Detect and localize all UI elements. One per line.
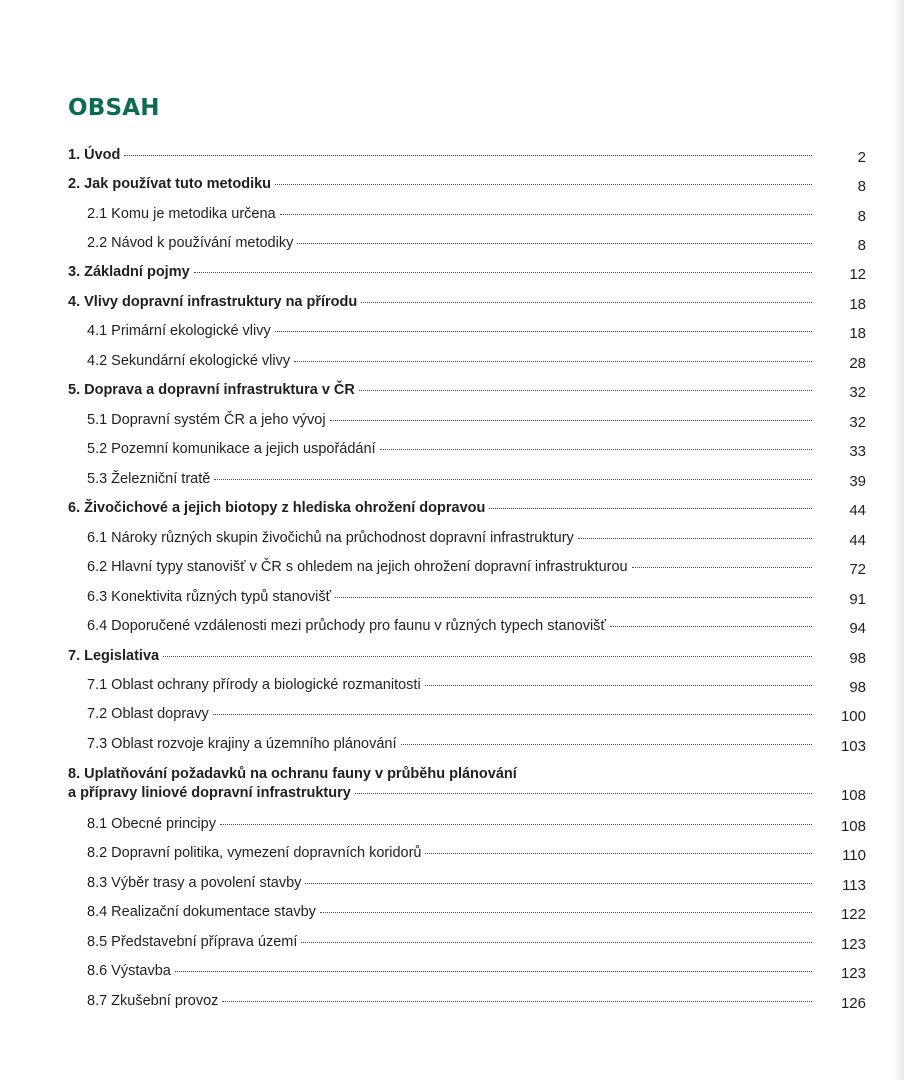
dot-leader bbox=[301, 928, 812, 943]
toc-entry-title: 5.2 Pozemní komunikace a jejich uspořádání bbox=[87, 441, 376, 457]
toc-entry-page: 39 bbox=[849, 473, 866, 490]
toc-entry-5-2[interactable] bbox=[0, 438, 904, 458]
toc-entry-page: 123 bbox=[840, 936, 866, 953]
toc-entry-page: 12 bbox=[849, 266, 866, 283]
toc-entry-title: 6.1 Nároky různých skupin živočichů na průchodnost dopravní infrastruktury bbox=[87, 530, 574, 546]
dot-leader bbox=[380, 435, 812, 450]
toc-entry-title: 8.1 Obecné principy bbox=[87, 816, 216, 832]
toc-entry-page: 108 bbox=[840, 818, 866, 835]
toc-entry-7-2[interactable] bbox=[0, 703, 904, 723]
toc-entry-4-1[interactable] bbox=[0, 320, 904, 340]
toc-entry-8-3[interactable] bbox=[0, 872, 904, 892]
toc-entry-page: 32 bbox=[849, 384, 866, 401]
toc-entry-4[interactable] bbox=[0, 291, 904, 311]
toc-entry-title: 8.4 Realizační dokumentace stavby bbox=[87, 904, 316, 920]
toc-entry-page: 18 bbox=[849, 325, 866, 342]
toc-entry-page: 32 bbox=[849, 414, 866, 431]
toc-entry-1[interactable] bbox=[0, 144, 904, 164]
toc-entry-title: 8.7 Zkušební provoz bbox=[87, 993, 219, 1009]
dot-leader bbox=[214, 465, 812, 480]
toc-entry-8-2[interactable] bbox=[0, 842, 904, 862]
toc-entry-7[interactable] bbox=[0, 645, 904, 665]
dot-leader bbox=[425, 671, 812, 686]
toc-entry-2-1[interactable] bbox=[0, 203, 904, 223]
toc-entry-title: 6. Živočichové a jejich biotopy z hlediska ohrožení dopravou bbox=[68, 500, 486, 516]
dot-leader bbox=[361, 288, 812, 303]
toc-entry-title: 4.2 Sekundární ekologické vlivy bbox=[87, 353, 291, 369]
toc-entry-page: 2 bbox=[857, 149, 866, 166]
toc-entry-page: 110 bbox=[842, 847, 866, 864]
toc-entry-8-7[interactable] bbox=[0, 990, 904, 1010]
toc-entry-title: 4.1 Primární ekologické vlivy bbox=[87, 323, 271, 339]
toc-entry-5[interactable] bbox=[0, 379, 904, 399]
toc-entry-2[interactable] bbox=[0, 173, 904, 193]
dot-leader bbox=[330, 406, 812, 421]
toc-entry-8-4[interactable] bbox=[0, 901, 904, 921]
dot-leader bbox=[297, 229, 812, 244]
toc-entry-title: 1. Úvod bbox=[68, 147, 121, 163]
toc-entry-8-1[interactable] bbox=[0, 813, 904, 833]
toc-entry-title: 5.3 Železniční tratě bbox=[87, 471, 211, 487]
dot-leader bbox=[355, 779, 812, 794]
toc-entry-5-1[interactable] bbox=[0, 409, 904, 429]
dot-leader bbox=[124, 141, 812, 156]
toc-entry-page: 94 bbox=[849, 620, 866, 637]
dot-leader bbox=[175, 957, 812, 972]
toc-entry-title: 6.4 Doporučené vzdálenosti mezi průchody pro faunu v různých typech stanovišť bbox=[87, 618, 606, 634]
toc-entry-title: 3. Základní pojmy bbox=[68, 264, 190, 280]
dot-leader bbox=[294, 347, 812, 362]
toc-entry-7-1[interactable] bbox=[0, 674, 904, 694]
toc-entry-page: 103 bbox=[840, 738, 866, 755]
toc-entry-title: 8.3 Výběr trasy a povolení stavby bbox=[87, 875, 302, 891]
toc-entry-title: 8.2 Dopravní politika, vymezení dopravních koridorů bbox=[87, 845, 422, 861]
toc-entry-page: 113 bbox=[842, 877, 866, 894]
dot-leader bbox=[578, 524, 812, 539]
toc-entry-title: 5. Doprava a dopravní infrastruktura v ČR bbox=[68, 382, 355, 398]
toc-entry-3[interactable] bbox=[0, 261, 904, 281]
dot-leader bbox=[359, 376, 812, 391]
dot-leader bbox=[194, 258, 812, 273]
dot-leader bbox=[213, 700, 812, 715]
dot-leader bbox=[401, 730, 812, 745]
toc-entry-title: 7.2 Oblast dopravy bbox=[87, 706, 209, 722]
toc-entry-6-2[interactable] bbox=[0, 556, 904, 576]
toc-entry-page: 91 bbox=[849, 591, 866, 608]
toc-entry-title: 5.1 Dopravní systém ČR a jeho vývoj bbox=[87, 412, 326, 428]
dot-leader bbox=[335, 583, 812, 598]
toc-entry-6-4[interactable] bbox=[0, 615, 904, 635]
toc-entry-page: 123 bbox=[840, 965, 866, 982]
toc-entry-page: 122 bbox=[840, 906, 866, 923]
toc-entry-title: 7.1 Oblast ochrany přírody a biologické rozmanitosti bbox=[87, 677, 421, 693]
toc-entry-title: 8.5 Představební příprava území bbox=[87, 934, 298, 950]
dot-leader bbox=[425, 839, 812, 854]
toc-entry-4-2[interactable] bbox=[0, 350, 904, 370]
toc-entry-page: 108 bbox=[840, 787, 866, 804]
toc-entry-page: 98 bbox=[849, 679, 866, 696]
toc-entry-title: 2.2 Návod k používání metodiky bbox=[87, 235, 294, 251]
toc-entry-6-3[interactable] bbox=[0, 586, 904, 606]
toc-entry-title: 6.2 Hlavní typy stanovišť v ČR s ohledem na jejich ohrožení dopravní infrastrukturou bbox=[87, 559, 628, 575]
toc-entry-page: 28 bbox=[849, 355, 866, 372]
toc-entry-8-5[interactable] bbox=[0, 931, 904, 951]
dot-leader bbox=[220, 810, 812, 825]
toc-entry-page: 8 bbox=[857, 237, 866, 254]
toc-entry-title-line1: 8. Uplatňování požadavků na ochranu fauny v průběhu plánování bbox=[68, 766, 517, 782]
toc-entry-title: 2.1 Komu je metodika určena bbox=[87, 206, 276, 222]
toc-entry-8[interactable] bbox=[0, 764, 904, 804]
toc-entry-page: 100 bbox=[840, 708, 866, 725]
toc-entry-page: 8 bbox=[857, 178, 866, 195]
toc-entry-page: 72 bbox=[849, 561, 866, 578]
toc-entry-page: 8 bbox=[857, 208, 866, 225]
toc-entry-page: 44 bbox=[849, 502, 866, 519]
toc-entry-8-6[interactable] bbox=[0, 960, 904, 980]
dot-leader bbox=[275, 170, 812, 185]
toc-entry-page: 33 bbox=[849, 443, 866, 460]
toc-entry-title: 2. Jak používat tuto metodiku bbox=[68, 176, 272, 192]
dot-leader bbox=[275, 317, 812, 332]
toc-entry-6[interactable] bbox=[0, 497, 904, 517]
toc-entry-page: 126 bbox=[840, 995, 866, 1012]
toc-entry-page: 44 bbox=[849, 532, 866, 549]
toc-entry-title: 7.3 Oblast rozvoje krajiny a územního plánování bbox=[87, 736, 397, 752]
dot-leader bbox=[163, 642, 812, 657]
toc-heading: OBSAH bbox=[68, 95, 160, 121]
toc-entry-title: 6.3 Konektivita různých typů stanovišť bbox=[87, 589, 332, 605]
dot-leader bbox=[489, 494, 812, 509]
dot-leader bbox=[305, 869, 812, 884]
toc-entry-title: 8.6 Výstavba bbox=[87, 963, 171, 979]
toc-entry-title: 4. Vlivy dopravní infrastruktury na přírodu bbox=[68, 294, 358, 310]
toc-entry-page: 18 bbox=[849, 296, 866, 313]
toc-entry-title: 7. Legislativa bbox=[68, 648, 160, 664]
toc-entry-title: a přípravy liniové dopravní infrastruktury bbox=[68, 785, 351, 801]
toc-entry-2-2[interactable] bbox=[0, 232, 904, 252]
toc-entry-7-3[interactable] bbox=[0, 733, 904, 753]
toc-entry-5-3[interactable] bbox=[0, 468, 904, 488]
dot-leader bbox=[320, 898, 812, 913]
dot-leader bbox=[610, 612, 812, 627]
toc-entry-6-1[interactable] bbox=[0, 527, 904, 547]
dot-leader bbox=[632, 553, 812, 568]
dot-leader bbox=[280, 200, 812, 215]
toc-entry-page: 98 bbox=[849, 650, 866, 667]
dot-leader bbox=[222, 987, 812, 1002]
